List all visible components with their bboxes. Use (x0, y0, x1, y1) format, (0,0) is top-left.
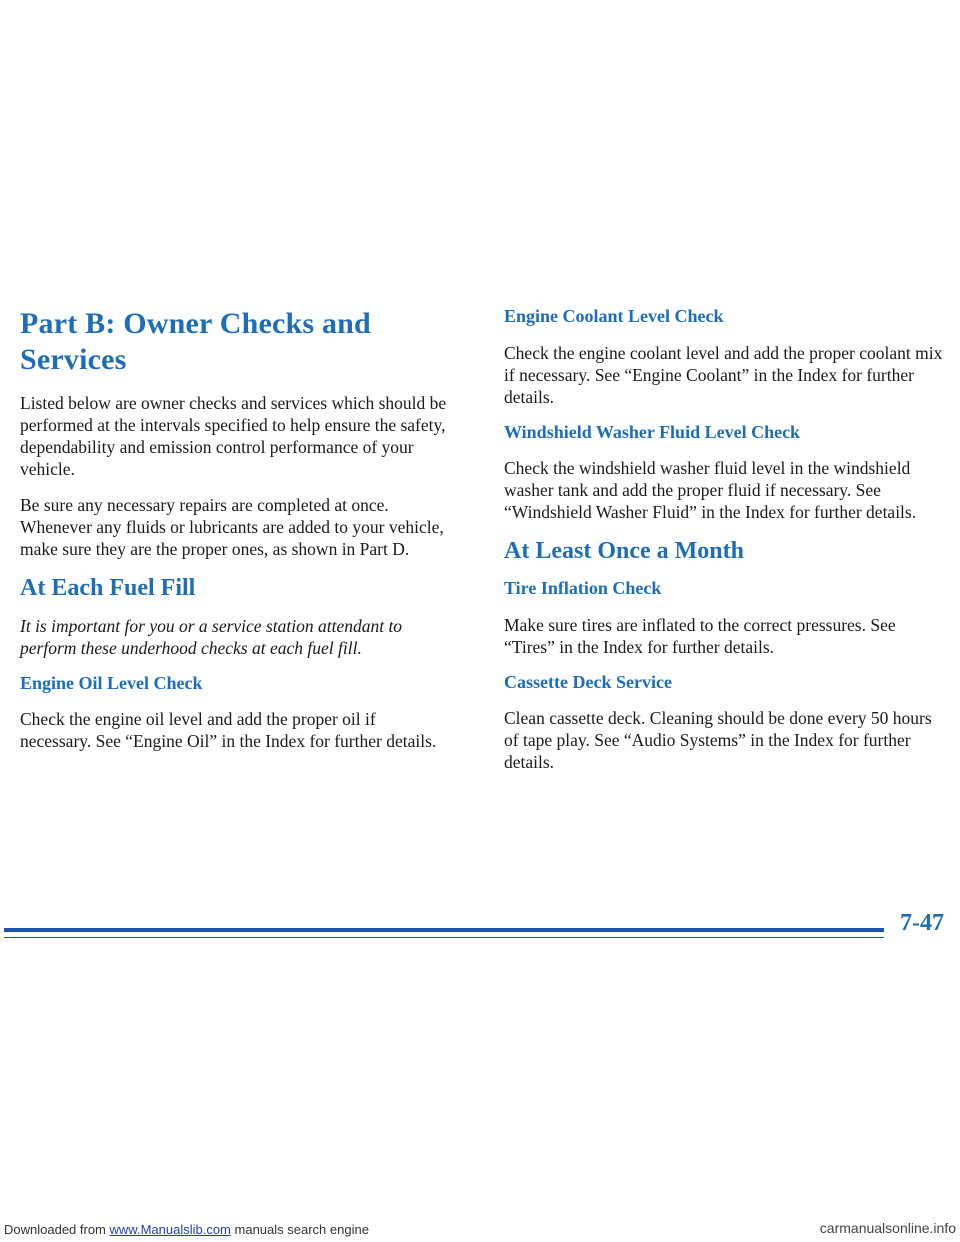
rule-thin-line (4, 937, 884, 938)
section-intro-fuel-fill: It is important for you or a service station attendant to perform these underhood checks at each fuel fill. (20, 615, 403, 658)
section-title-fuel-fill: At Each Fuel Fill (20, 575, 196, 601)
heading-tire-inflation: Tire Inflation Check (504, 577, 662, 598)
footer-watermark: carmanualsonline.info (819, 1220, 956, 1236)
footer-prefix: Downloaded from (4, 1222, 106, 1237)
text-engine-oil: Check the engine oil level and add the proper oil if necessary. See “Engine Oil” in the Index for further details. (20, 709, 437, 752)
text-washer-fluid: Check the windshield washer fluid level in the windshield washer tank and add the proper fluid if necessary. See “Windshield Washer Fluid” in the Index for further details. (504, 458, 917, 523)
page-rule (0, 925, 960, 945)
text-cassette-deck: Clean cassette deck. Cleaning should be done every 50 hours of tape play. See “Audio Systems” in the Index for further details. (504, 708, 932, 773)
heading-engine-oil: Engine Oil Level Check (20, 672, 203, 693)
page-number: 7-47 (900, 910, 944, 936)
rule-thick-line (4, 928, 884, 932)
heading-cassette-deck: Cassette Deck Service (504, 671, 672, 692)
page-title: Part B: Owner Checks and Services (20, 307, 371, 376)
right-column (504, 306, 944, 787)
heading-washer-fluid: Windshield Washer Fluid Level Check (504, 421, 801, 442)
section-title-monthly: At Least Once a Month (504, 538, 744, 565)
footer-source (4, 1222, 369, 1237)
download-footer (0, 1218, 960, 1242)
left-column (20, 306, 450, 766)
intro-paragraph-1: Listed below are owner checks and services which should be performed at the intervals specified to help ensure the safety, dependability and emission control performance of your vehicle. (20, 393, 447, 479)
footer-suffix: manuals search engine (234, 1222, 369, 1237)
footer-link[interactable]: www.Manualslib.com (109, 1222, 231, 1237)
text-tire-inflation: Make sure tires are inflated to the correct pressures. See “Tires” in the Index for further details. (504, 614, 896, 657)
text-engine-coolant: Check the engine coolant level and add the proper coolant mix if necessary. See “Engine Coolant” in the Index for further details. (504, 342, 943, 407)
heading-engine-coolant: Engine Coolant Level Check (504, 306, 724, 326)
intro-paragraph-2: Be sure any necessary repairs are completed at once. Whenever any fluids or lubricants are added to your vehicle, make sure they are the proper ones, as shown in Part D. (20, 495, 444, 559)
